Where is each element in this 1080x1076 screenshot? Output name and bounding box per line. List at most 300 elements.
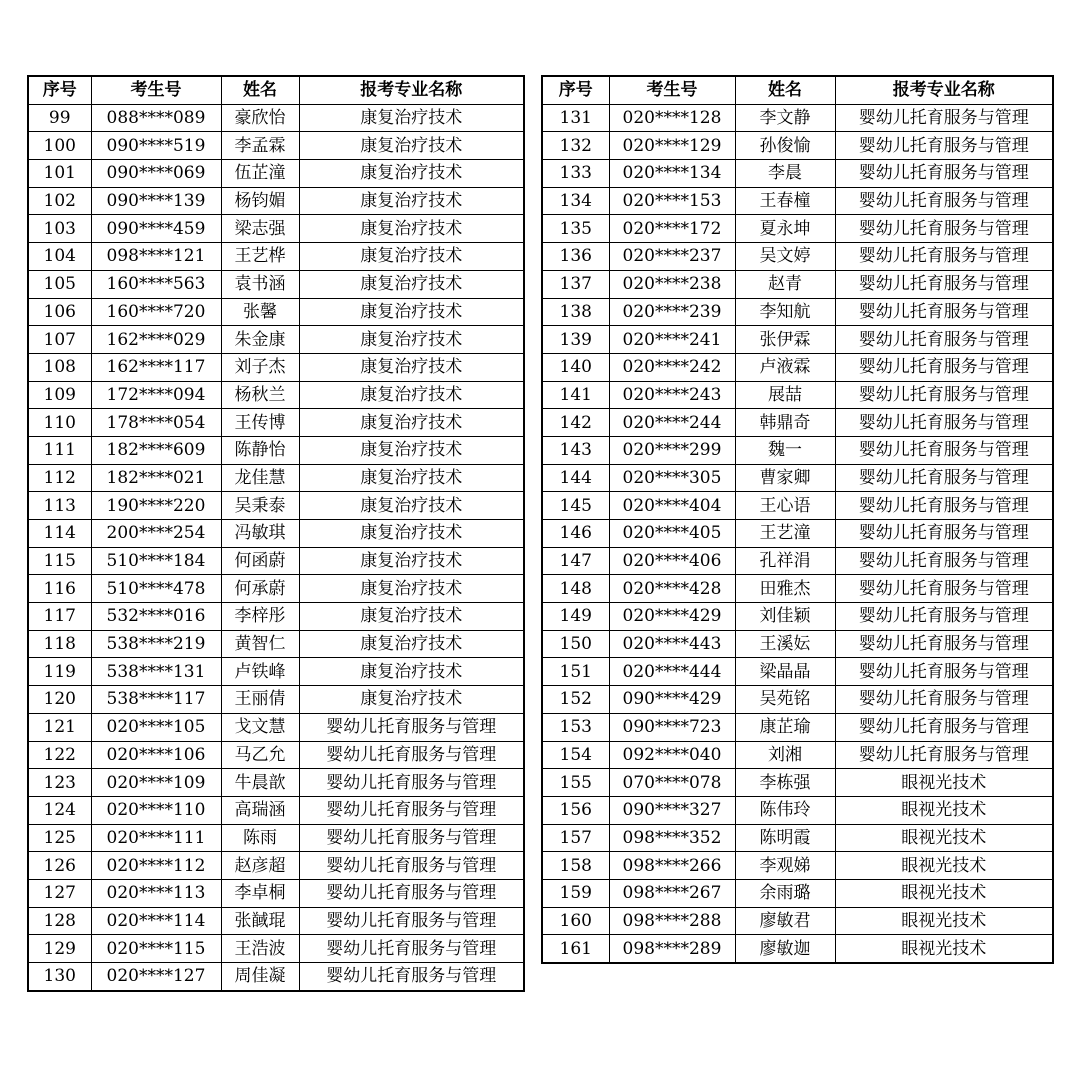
cell-name: 卢液霖 (735, 353, 835, 381)
cell-exam-number: 020****134 (609, 160, 735, 188)
table-row (542, 769, 1053, 797)
cell-major: 康复治疗技术 (299, 353, 524, 381)
cell-major: 康复治疗技术 (299, 160, 524, 188)
cell-major: 婴幼儿托育服务与管理 (835, 353, 1053, 381)
table-row (28, 132, 524, 160)
cell-major: 婴幼儿托育服务与管理 (835, 713, 1053, 741)
cell-name: 陈明霞 (735, 824, 835, 852)
cell-major: 婴幼儿托育服务与管理 (299, 935, 524, 963)
cell-exam-number: 098****267 (609, 879, 735, 907)
cell-exam-number: 020****444 (609, 658, 735, 686)
table-row (28, 713, 524, 741)
cell-major: 康复治疗技术 (299, 658, 524, 686)
cell-name: 梁志强 (221, 215, 299, 243)
cell-name: 展喆 (735, 381, 835, 409)
table-body-left (28, 104, 524, 991)
cell-seq: 100 (28, 132, 91, 160)
cell-major: 康复治疗技术 (299, 630, 524, 658)
cell-seq: 128 (28, 907, 91, 935)
cell-name: 马乙允 (221, 741, 299, 769)
table-row (28, 381, 524, 409)
cell-seq: 154 (542, 741, 609, 769)
cell-major: 眼视光技术 (835, 769, 1053, 797)
cell-name: 廖敏君 (735, 907, 835, 935)
cell-exam-number: 020****237 (609, 243, 735, 271)
cell-name: 梁晶晶 (735, 658, 835, 686)
cell-seq: 156 (542, 796, 609, 824)
table-row (542, 520, 1053, 548)
header-name: 姓名 (735, 76, 835, 104)
header-exam-number: 考生号 (91, 76, 221, 104)
cell-name: 孔祥涓 (735, 547, 835, 575)
cell-exam-number: 020****128 (609, 104, 735, 132)
table-row (542, 298, 1053, 326)
cell-name: 余雨璐 (735, 879, 835, 907)
cell-major: 康复治疗技术 (299, 492, 524, 520)
header-exam-number: 考生号 (609, 76, 735, 104)
cell-major: 婴幼儿托育服务与管理 (835, 520, 1053, 548)
cell-exam-number: 098****266 (609, 852, 735, 880)
cell-seq: 131 (542, 104, 609, 132)
cell-seq: 153 (542, 713, 609, 741)
cell-name: 李晨 (735, 160, 835, 188)
cell-major: 眼视光技术 (835, 879, 1053, 907)
cell-exam-number: 020****109 (91, 769, 221, 797)
cell-exam-number: 162****029 (91, 326, 221, 354)
cell-seq: 124 (28, 796, 91, 824)
table-row (542, 907, 1053, 935)
cell-name: 王心语 (735, 492, 835, 520)
table-row (28, 409, 524, 437)
cell-seq: 108 (28, 353, 91, 381)
cell-exam-number: 020****443 (609, 630, 735, 658)
cell-seq: 115 (28, 547, 91, 575)
cell-name: 吴苑铭 (735, 686, 835, 714)
cell-name: 豪欣怡 (221, 104, 299, 132)
table-row (542, 409, 1053, 437)
table-row (542, 104, 1053, 132)
cell-name: 韩鼎奇 (735, 409, 835, 437)
cell-seq: 121 (28, 713, 91, 741)
cell-name: 牛晨歆 (221, 769, 299, 797)
cell-name: 何承蔚 (221, 575, 299, 603)
cell-name: 赵彦超 (221, 852, 299, 880)
cell-exam-number: 092****040 (609, 741, 735, 769)
cell-major: 婴幼儿托育服务与管理 (835, 603, 1053, 631)
cell-major: 眼视光技术 (835, 852, 1053, 880)
cell-seq: 130 (28, 963, 91, 991)
cell-exam-number: 020****153 (609, 187, 735, 215)
cell-seq: 144 (542, 464, 609, 492)
cell-name: 张馘琨 (221, 907, 299, 935)
cell-seq: 155 (542, 769, 609, 797)
cell-exam-number: 190****220 (91, 492, 221, 520)
table-row (28, 520, 524, 548)
cell-seq: 159 (542, 879, 609, 907)
cell-name: 周佳凝 (221, 963, 299, 991)
table-row (28, 796, 524, 824)
cell-seq: 129 (28, 935, 91, 963)
cell-exam-number: 020****129 (609, 132, 735, 160)
cell-major: 婴幼儿托育服务与管理 (835, 326, 1053, 354)
table-row (28, 187, 524, 215)
cell-seq: 107 (28, 326, 91, 354)
table-row (542, 215, 1053, 243)
cell-name: 李卓桐 (221, 879, 299, 907)
table-row (542, 630, 1053, 658)
cell-name: 田雅杰 (735, 575, 835, 603)
cell-seq: 117 (28, 603, 91, 631)
cell-major: 康复治疗技术 (299, 520, 524, 548)
table-row (28, 603, 524, 631)
cell-major: 康复治疗技术 (299, 381, 524, 409)
cell-seq: 143 (542, 436, 609, 464)
cell-name: 李栋强 (735, 769, 835, 797)
cell-major: 康复治疗技术 (299, 575, 524, 603)
cell-major: 眼视光技术 (835, 907, 1053, 935)
table-row (28, 935, 524, 963)
cell-name: 陈伟玲 (735, 796, 835, 824)
cell-major: 婴幼儿托育服务与管理 (299, 769, 524, 797)
cell-major: 婴幼儿托育服务与管理 (835, 658, 1053, 686)
cell-name: 王艺桦 (221, 243, 299, 271)
cell-exam-number: 510****184 (91, 547, 221, 575)
cell-name: 曹家卿 (735, 464, 835, 492)
cell-name: 王春橦 (735, 187, 835, 215)
cell-seq: 125 (28, 824, 91, 852)
cell-exam-number: 538****131 (91, 658, 221, 686)
cell-major: 婴幼儿托育服务与管理 (835, 630, 1053, 658)
cell-exam-number: 020****404 (609, 492, 735, 520)
cell-major: 婴幼儿托育服务与管理 (835, 575, 1053, 603)
cell-name: 廖敏迦 (735, 935, 835, 963)
cell-exam-number: 070****078 (609, 769, 735, 797)
cell-major: 康复治疗技术 (299, 104, 524, 132)
cell-exam-number: 098****288 (609, 907, 735, 935)
cell-seq: 140 (542, 353, 609, 381)
cell-major: 婴幼儿托育服务与管理 (835, 270, 1053, 298)
cell-seq: 161 (542, 935, 609, 963)
cell-exam-number: 020****113 (91, 879, 221, 907)
cell-exam-number: 090****519 (91, 132, 221, 160)
cell-name: 康芷瑜 (735, 713, 835, 741)
cell-seq: 99 (28, 104, 91, 132)
cell-seq: 147 (542, 547, 609, 575)
cell-seq: 157 (542, 824, 609, 852)
cell-seq: 127 (28, 879, 91, 907)
cell-seq: 104 (28, 243, 91, 271)
cell-seq: 158 (542, 852, 609, 880)
cell-exam-number: 090****459 (91, 215, 221, 243)
header-major: 报考专业名称 (299, 76, 524, 104)
cell-major: 康复治疗技术 (299, 464, 524, 492)
cell-name: 李文静 (735, 104, 835, 132)
cell-name: 王传博 (221, 409, 299, 437)
table-row (28, 741, 524, 769)
cell-major: 婴幼儿托育服务与管理 (835, 381, 1053, 409)
cell-exam-number: 020****405 (609, 520, 735, 548)
cell-major: 婴幼儿托育服务与管理 (299, 796, 524, 824)
cell-exam-number: 538****219 (91, 630, 221, 658)
table-row (542, 381, 1053, 409)
table-row (28, 852, 524, 880)
table-row (28, 492, 524, 520)
table-row (542, 547, 1053, 575)
cell-exam-number: 020****429 (609, 603, 735, 631)
table-row (542, 243, 1053, 271)
header-seq: 序号 (28, 76, 91, 104)
cell-exam-number: 020****305 (609, 464, 735, 492)
table-row (542, 326, 1053, 354)
cell-name: 王浩波 (221, 935, 299, 963)
cell-name: 李孟霖 (221, 132, 299, 160)
cell-name: 戈文慧 (221, 713, 299, 741)
cell-major: 婴幼儿托育服务与管理 (835, 243, 1053, 271)
table-row (28, 270, 524, 298)
cell-seq: 101 (28, 160, 91, 188)
cell-major: 康复治疗技术 (299, 547, 524, 575)
cell-exam-number: 020****241 (609, 326, 735, 354)
table-row (542, 879, 1053, 907)
cell-exam-number: 020****111 (91, 824, 221, 852)
cell-seq: 139 (542, 326, 609, 354)
cell-major: 康复治疗技术 (299, 326, 524, 354)
cell-major: 婴幼儿托育服务与管理 (835, 547, 1053, 575)
cell-name: 刘湘 (735, 741, 835, 769)
table-body-right (542, 104, 1053, 963)
cell-major: 婴幼儿托育服务与管理 (299, 824, 524, 852)
cell-exam-number: 020****110 (91, 796, 221, 824)
cell-seq: 119 (28, 658, 91, 686)
cell-name: 刘佳颖 (735, 603, 835, 631)
cell-major: 婴幼儿托育服务与管理 (835, 132, 1053, 160)
cell-major: 康复治疗技术 (299, 270, 524, 298)
cell-name: 张伊霖 (735, 326, 835, 354)
cell-exam-number: 020****238 (609, 270, 735, 298)
table-row (28, 298, 524, 326)
cell-exam-number: 090****429 (609, 686, 735, 714)
table-header-row (28, 76, 524, 104)
admission-table-left (27, 75, 525, 992)
table-row (542, 741, 1053, 769)
cell-seq: 148 (542, 575, 609, 603)
cell-exam-number: 178****054 (91, 409, 221, 437)
table-row (542, 270, 1053, 298)
cell-seq: 152 (542, 686, 609, 714)
cell-name: 王艺潼 (735, 520, 835, 548)
cell-major: 婴幼儿托育服务与管理 (835, 741, 1053, 769)
cell-exam-number: 162****117 (91, 353, 221, 381)
table-row (28, 436, 524, 464)
cell-exam-number: 172****094 (91, 381, 221, 409)
table-row (28, 963, 524, 991)
cell-seq: 116 (28, 575, 91, 603)
cell-seq: 103 (28, 215, 91, 243)
cell-exam-number: 160****563 (91, 270, 221, 298)
cell-seq: 113 (28, 492, 91, 520)
table-row (542, 353, 1053, 381)
cell-exam-number: 020****114 (91, 907, 221, 935)
table-row (28, 160, 524, 188)
cell-major: 婴幼儿托育服务与管理 (299, 741, 524, 769)
cell-name: 吴秉泰 (221, 492, 299, 520)
table-row (28, 879, 524, 907)
cell-name: 李知航 (735, 298, 835, 326)
cell-exam-number: 200****254 (91, 520, 221, 548)
cell-seq: 145 (542, 492, 609, 520)
table-row (542, 713, 1053, 741)
table-row (542, 824, 1053, 852)
cell-major: 婴幼儿托育服务与管理 (299, 713, 524, 741)
cell-name: 刘子杰 (221, 353, 299, 381)
cell-major: 婴幼儿托育服务与管理 (835, 298, 1053, 326)
cell-major: 眼视光技术 (835, 796, 1053, 824)
table-row (542, 436, 1053, 464)
cell-name: 卢铁峰 (221, 658, 299, 686)
table-row (28, 907, 524, 935)
cell-name: 高瑞涵 (221, 796, 299, 824)
cell-name: 黄智仁 (221, 630, 299, 658)
cell-exam-number: 510****478 (91, 575, 221, 603)
table-row (28, 769, 524, 797)
cell-exam-number: 020****105 (91, 713, 221, 741)
cell-name: 吴文婷 (735, 243, 835, 271)
cell-exam-number: 020****106 (91, 741, 221, 769)
cell-seq: 126 (28, 852, 91, 880)
cell-exam-number: 098****121 (91, 243, 221, 271)
cell-seq: 132 (542, 132, 609, 160)
cell-major: 婴幼儿托育服务与管理 (835, 104, 1053, 132)
cell-name: 陈雨 (221, 824, 299, 852)
cell-name: 何函蔚 (221, 547, 299, 575)
cell-major: 康复治疗技术 (299, 132, 524, 160)
cell-major: 婴幼儿托育服务与管理 (835, 187, 1053, 215)
cell-exam-number: 090****327 (609, 796, 735, 824)
cell-name: 杨秋兰 (221, 381, 299, 409)
cell-seq: 137 (542, 270, 609, 298)
cell-seq: 105 (28, 270, 91, 298)
table-row (542, 852, 1053, 880)
cell-exam-number: 020****127 (91, 963, 221, 991)
table-row (542, 160, 1053, 188)
cell-major: 婴幼儿托育服务与管理 (299, 879, 524, 907)
table-row (28, 243, 524, 271)
admission-table-right (541, 75, 1054, 964)
cell-seq: 118 (28, 630, 91, 658)
cell-name: 孙俊愉 (735, 132, 835, 160)
cell-exam-number: 020****172 (609, 215, 735, 243)
table-row (28, 547, 524, 575)
cell-name: 赵青 (735, 270, 835, 298)
cell-major: 康复治疗技术 (299, 436, 524, 464)
cell-major: 婴幼儿托育服务与管理 (835, 215, 1053, 243)
cell-exam-number: 020****239 (609, 298, 735, 326)
cell-exam-number: 090****139 (91, 187, 221, 215)
table-row (28, 630, 524, 658)
table-row (542, 686, 1053, 714)
cell-name: 张馨 (221, 298, 299, 326)
cell-seq: 135 (542, 215, 609, 243)
table-row (542, 132, 1053, 160)
table-header-row (542, 76, 1053, 104)
cell-major: 康复治疗技术 (299, 215, 524, 243)
cell-major: 婴幼儿托育服务与管理 (835, 492, 1053, 520)
table-row (28, 104, 524, 132)
cell-seq: 138 (542, 298, 609, 326)
cell-major: 婴幼儿托育服务与管理 (299, 963, 524, 991)
table-row (542, 575, 1053, 603)
header-major: 报考专业名称 (835, 76, 1053, 104)
table-row (542, 658, 1053, 686)
cell-seq: 111 (28, 436, 91, 464)
cell-exam-number: 098****352 (609, 824, 735, 852)
table-row (28, 824, 524, 852)
cell-major: 康复治疗技术 (299, 243, 524, 271)
cell-name: 龙佳慧 (221, 464, 299, 492)
cell-exam-number: 020****428 (609, 575, 735, 603)
cell-major: 康复治疗技术 (299, 409, 524, 437)
cell-name: 李观娣 (735, 852, 835, 880)
header-seq: 序号 (542, 76, 609, 104)
cell-name: 陈静怡 (221, 436, 299, 464)
table-row (28, 658, 524, 686)
cell-name: 朱金康 (221, 326, 299, 354)
table-row (542, 464, 1053, 492)
cell-exam-number: 098****289 (609, 935, 735, 963)
cell-name: 王丽倩 (221, 686, 299, 714)
cell-exam-number: 532****016 (91, 603, 221, 631)
cell-seq: 122 (28, 741, 91, 769)
table-row (542, 492, 1053, 520)
cell-seq: 160 (542, 907, 609, 935)
cell-seq: 102 (28, 187, 91, 215)
cell-major: 婴幼儿托育服务与管理 (835, 409, 1053, 437)
table-row (542, 935, 1053, 963)
cell-exam-number: 020****112 (91, 852, 221, 880)
cell-name: 夏永坤 (735, 215, 835, 243)
cell-name: 王溪妘 (735, 630, 835, 658)
cell-seq: 141 (542, 381, 609, 409)
cell-seq: 123 (28, 769, 91, 797)
cell-seq: 120 (28, 686, 91, 714)
table-row (28, 215, 524, 243)
cell-seq: 109 (28, 381, 91, 409)
cell-exam-number: 020****115 (91, 935, 221, 963)
table-row (28, 575, 524, 603)
cell-seq: 112 (28, 464, 91, 492)
cell-seq: 110 (28, 409, 91, 437)
cell-major: 婴幼儿托育服务与管理 (299, 907, 524, 935)
cell-exam-number: 020****243 (609, 381, 735, 409)
cell-name: 冯敏琪 (221, 520, 299, 548)
cell-major: 婴幼儿托育服务与管理 (835, 160, 1053, 188)
table-row (28, 464, 524, 492)
table-row (542, 603, 1053, 631)
cell-major: 康复治疗技术 (299, 187, 524, 215)
cell-seq: 142 (542, 409, 609, 437)
cell-seq: 114 (28, 520, 91, 548)
cell-seq: 150 (542, 630, 609, 658)
cell-exam-number: 182****609 (91, 436, 221, 464)
cell-exam-number: 090****069 (91, 160, 221, 188)
header-name: 姓名 (221, 76, 299, 104)
cell-seq: 149 (542, 603, 609, 631)
table-row (28, 353, 524, 381)
cell-major: 眼视光技术 (835, 824, 1053, 852)
cell-major: 婴幼儿托育服务与管理 (835, 436, 1053, 464)
cell-seq: 146 (542, 520, 609, 548)
cell-exam-number: 020****242 (609, 353, 735, 381)
